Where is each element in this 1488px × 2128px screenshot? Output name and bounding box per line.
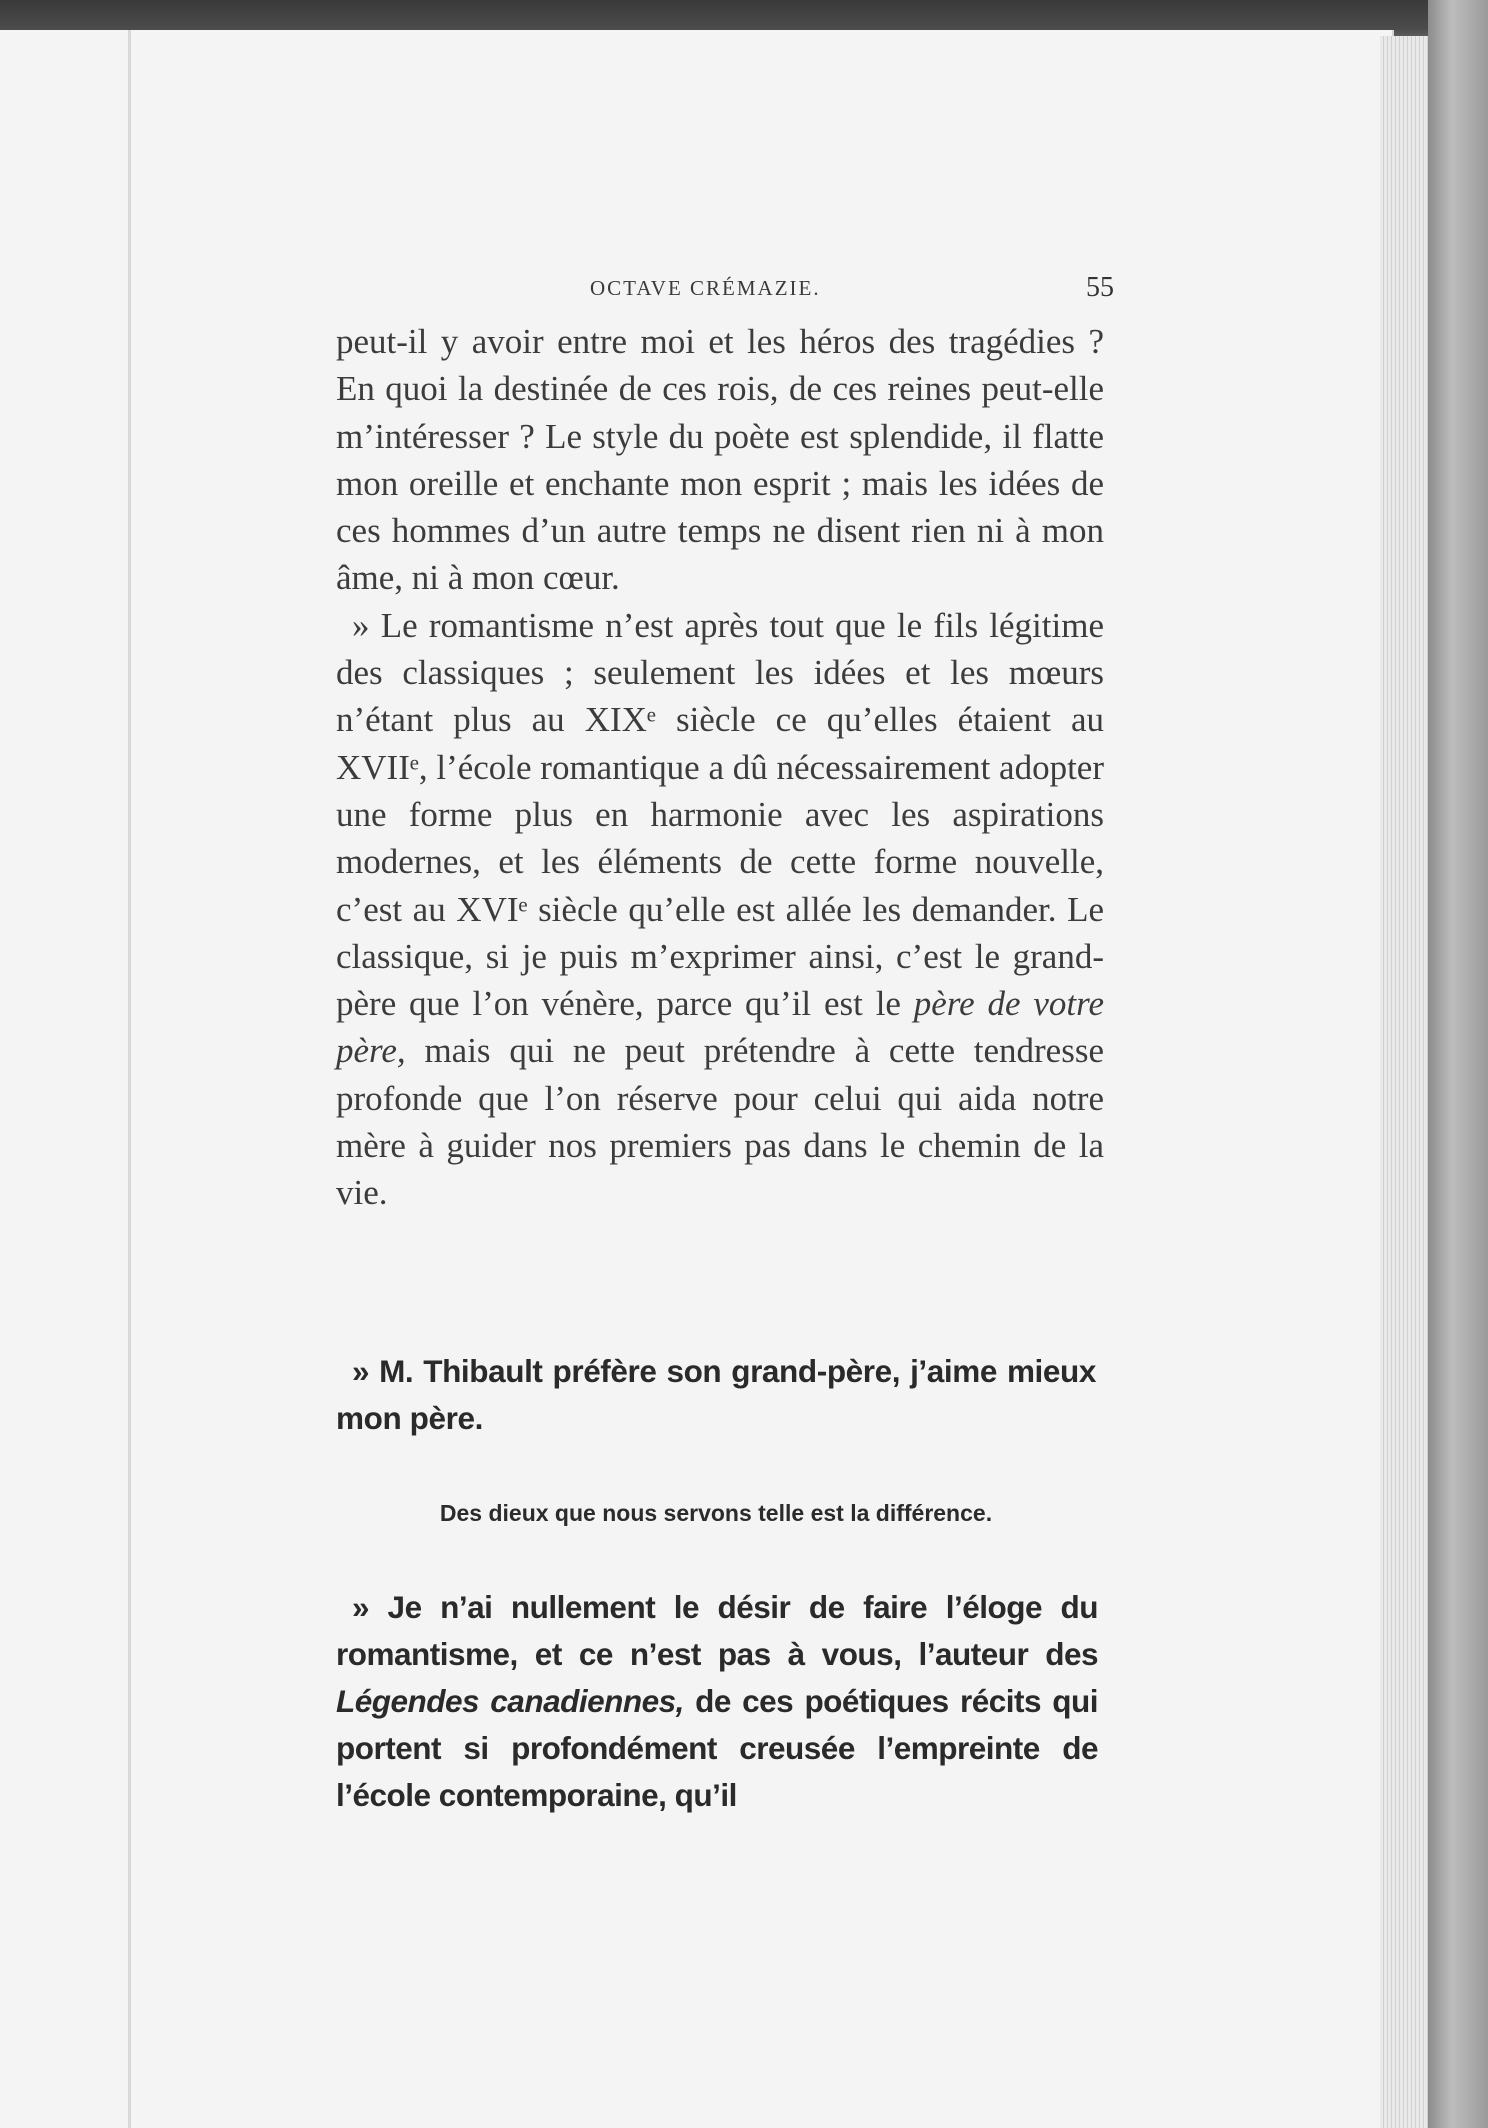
paragraph-2-italic: père de votre père, bbox=[336, 984, 1104, 1071]
paragraph-2-part-2: mais qui ne peut prétendre à cette tendresse profonde que l’on réserve pour celui qui aida notre mère à guider nos premiers pas dans le chemin de la vie. bbox=[336, 1031, 1104, 1213]
paragraph-3: » M. Thibault préfère son grand-père, j’aime mieux mon père. bbox=[336, 1353, 1096, 1436]
running-title: OCTAVE CRÉMAZIE. bbox=[590, 276, 821, 300]
paragraph-4 bbox=[336, 1584, 1098, 1819]
paragraph-2-part-1: » Le romantisme n’est après tout que le fils légitime des classiques ; seulement les idées et les mœurs n’étant plus au XIXᵉ siècle ce qu’elles étaient au XVIIᵉ, l’école romantique a dû nécessairement adopter une forme plus en harmonie avec les aspirations modernes, et les éléments de cette forme nouvelle, c’est au XVIᵉ siècle qu’elle est allée les demander. Le classique, si je puis m’exprimer ainsi, c’est le grand-père que l’on vénère, parce qu’il est le bbox=[336, 605, 1104, 1024]
paragraph-2 bbox=[336, 602, 1104, 1217]
page-gutter-line bbox=[128, 30, 131, 2128]
quotation-line: Des dieux que nous servons telle est la différence. bbox=[439, 1500, 993, 1526]
scan-right-border bbox=[1428, 0, 1488, 2128]
body-text-lower bbox=[336, 1584, 1098, 1819]
page-stack-edges bbox=[1380, 36, 1432, 2128]
page-number: 55 bbox=[1086, 272, 1114, 303]
running-head bbox=[560, 272, 1122, 312]
body-text-upper bbox=[336, 318, 1104, 1217]
paragraph-4-italic: Légendes canadiennes, bbox=[336, 1683, 684, 1719]
paragraph-4-part-2: de ces poétiques récits qui portent si profondément creusée l’empreinte de l’école contemporaine, qu’il bbox=[336, 1683, 1098, 1813]
body-text-middle bbox=[336, 1348, 1096, 1442]
paragraph-1: peut-il y avoir entre moi et les héros des tragédies ? En quoi la destinée de ces rois, de ces reines peut-elle m’intéresser ? Le style du poète est splendide, il flatte mon oreille et enchante mon esprit ; mais les idées de ces hommes d’un autre temps ne disent rien ni à mon âme, ni à mon cœur. bbox=[336, 322, 1104, 598]
paragraph-4-part-1: » Je n’ai nullement le désir de faire l’éloge du romantisme, et ce n’est pas à vous, l’auteur des bbox=[336, 1589, 1098, 1672]
